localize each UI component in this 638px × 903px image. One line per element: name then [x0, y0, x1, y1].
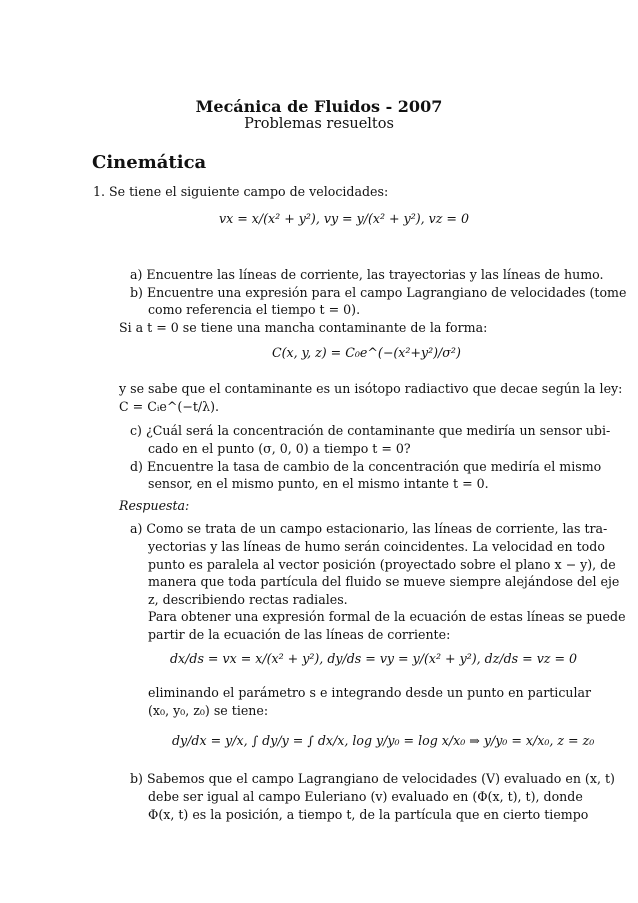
streamline-equation: dx/ds = vx = x/(x² + y²), dy/ds = vy = y/(x² + y²), dz/ds = vz = 0 — [170, 651, 578, 666]
answer-a-line2: yectorias y las líneas de humo serán coincidentes. La velocidad en todo — [148, 539, 605, 554]
document-title: Mecánica de Fluidos - 2007 — [195, 97, 443, 116]
answer-heading: Respuesta: — [119, 498, 190, 513]
item-b-line2: como referencia el tiempo t = 0). — [148, 302, 361, 317]
velocity-field-equation: vx = x/(x² + y²), vy = y/(x² + y²), vz = 0 — [219, 211, 469, 226]
problem-intro: 1. Se tiene el siguiente campo de velocidades: — [93, 184, 389, 199]
item-c-line1: c) ¿Cuál será la concentración de contaminante que mediría un sensor ubi- — [130, 423, 611, 438]
answer-b-line3: Φ(x, t) es la posición, a tiempo t, de la partícula que en cierto tiempo — [148, 807, 589, 822]
section-heading: Cinemática — [92, 152, 207, 173]
answer-a-line9: (x₀, y₀, z₀) se tiene: — [148, 703, 269, 718]
item-a: a) Encuentre las líneas de corriente, las trayectorias y las líneas de humo. — [130, 267, 604, 282]
document-subtitle: Problemas resueltos — [244, 116, 394, 132]
integration-equation: dy/dx = y/x, ∫ dy/y = ∫ dx/x, log y/y₀ = log x/x₀ ⇒ y/y₀ = x/x₀, z = z₀ — [172, 733, 595, 748]
item-b-line1: b) Encuentre una expresión para el campo Lagrangiano de velocidades (tome — [130, 285, 627, 300]
answer-a-line3: punto es paralela al vector posición (proyectado sobre el plano x − y), de — [148, 557, 616, 572]
isotope-line1: y se sabe que el contaminante es un isótopo radiactivo que decae según la ley: — [119, 381, 623, 396]
answer-b-line2: debe ser igual al campo Euleriano (v) evaluado en (Φ(x, t), t), donde — [148, 789, 583, 804]
answer-b-line1: b) Sabemos que el campo Lagrangiano de velocidades (V) evaluado en (x, t) — [130, 771, 615, 786]
answer-a-line4: manera que toda partícula del fluido se mueve siempre alejándose del eje — [148, 574, 620, 589]
item-d-line1: d) Encuentre la tasa de cambio de la concentración que mediría el mismo — [130, 459, 602, 474]
item-c-line2: cado en el punto (σ, 0, 0) a tiempo t = 0? — [148, 441, 411, 456]
isotope-line2: C = Cᵢe^(−t/λ). — [119, 399, 220, 414]
item-d-line2: sensor, en el mismo punto, en el mismo intante t = 0. — [148, 476, 489, 491]
answer-a-line6: Para obtener una expresión formal de la ecuación de estas líneas se puede — [148, 609, 626, 624]
answer-a-line1: a) Como se trata de un campo estacionario, las líneas de corriente, las tra- — [130, 521, 608, 536]
answer-a-line5: z, describiendo rectas radiales. — [148, 592, 348, 607]
answer-a-line7: partir de la ecuación de las líneas de corriente: — [148, 627, 451, 642]
contaminant-intro: Si a t = 0 se tiene una mancha contaminante de la forma: — [119, 320, 488, 335]
answer-a-line8: eliminando el parámetro s e integrando desde un punto en particular — [148, 685, 592, 700]
contaminant-equation: C(x, y, z) = C₀e^(−(x²+y²)/σ²) — [272, 345, 461, 360]
